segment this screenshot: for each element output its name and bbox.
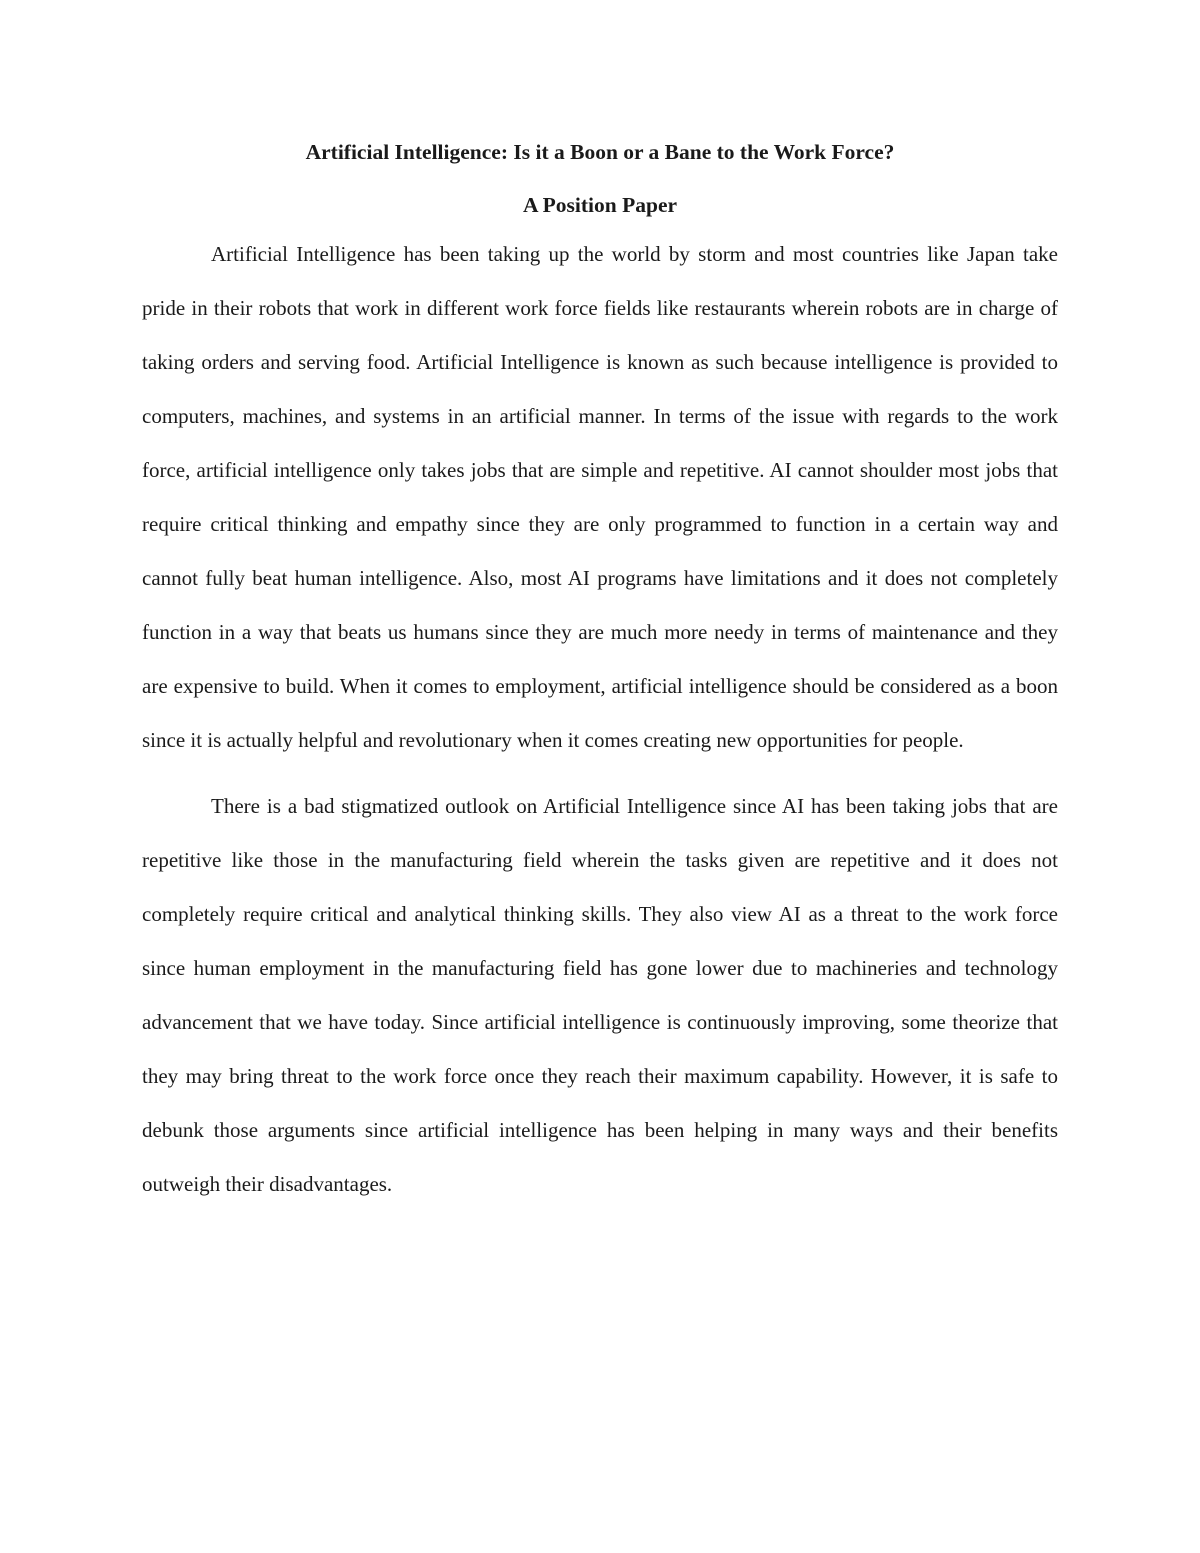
body-paragraph-1: Artificial Intelligence has been taking up the world by storm and most countries like Japan take pride in their robots that work in different work force fields like restaurants wherein robots are in charge of taking orders and serving food. Artificial Intelligence is known as such because intelligence is provided to computers, machines, and systems in an artificial manner. In terms of the issue with regards to the work force, artificial intelligence only takes jobs that are simple and repetitive. AI cannot shoulder most jobs that require critical thinking and empathy since they are only programmed to function in a certain way and cannot fully beat human intelligence. Also, most AI programs have limitations and it does not completely function in a way that beats us humans since they are much more needy in terms of maintenance and they are expensive to build. When it comes to employment, artificial intelligence should be considered as a boon since it is actually helpful and revolutionary when it comes creating new opportunities for people. [142, 242, 1058, 752]
document-title: Artificial Intelligence: Is it a Boon or a Bane to the Work Force? [305, 140, 895, 164]
body-paragraph-2: There is a bad stigmatized outlook on Artificial Intelligence since AI has been taking jobs that are repetitive like those in the manufacturing field wherein the tasks given are repetitive and it does not completely require critical and analytical thinking skills. They also view AI as a threat to the work force since human employment in the manufacturing field has gone lower due to machineries and technology advancement that we have today. Since artificial intelligence is continuously improving, some theorize that they may bring threat to the work force once they reach their maximum capability. However, it is safe to debunk those arguments since artificial intelligence has been helping in many ways and their benefits outweigh their disadvantages. [142, 794, 1058, 1196]
document-subtitle: A Position Paper [522, 193, 678, 217]
document-page [142, 138, 1058, 1211]
